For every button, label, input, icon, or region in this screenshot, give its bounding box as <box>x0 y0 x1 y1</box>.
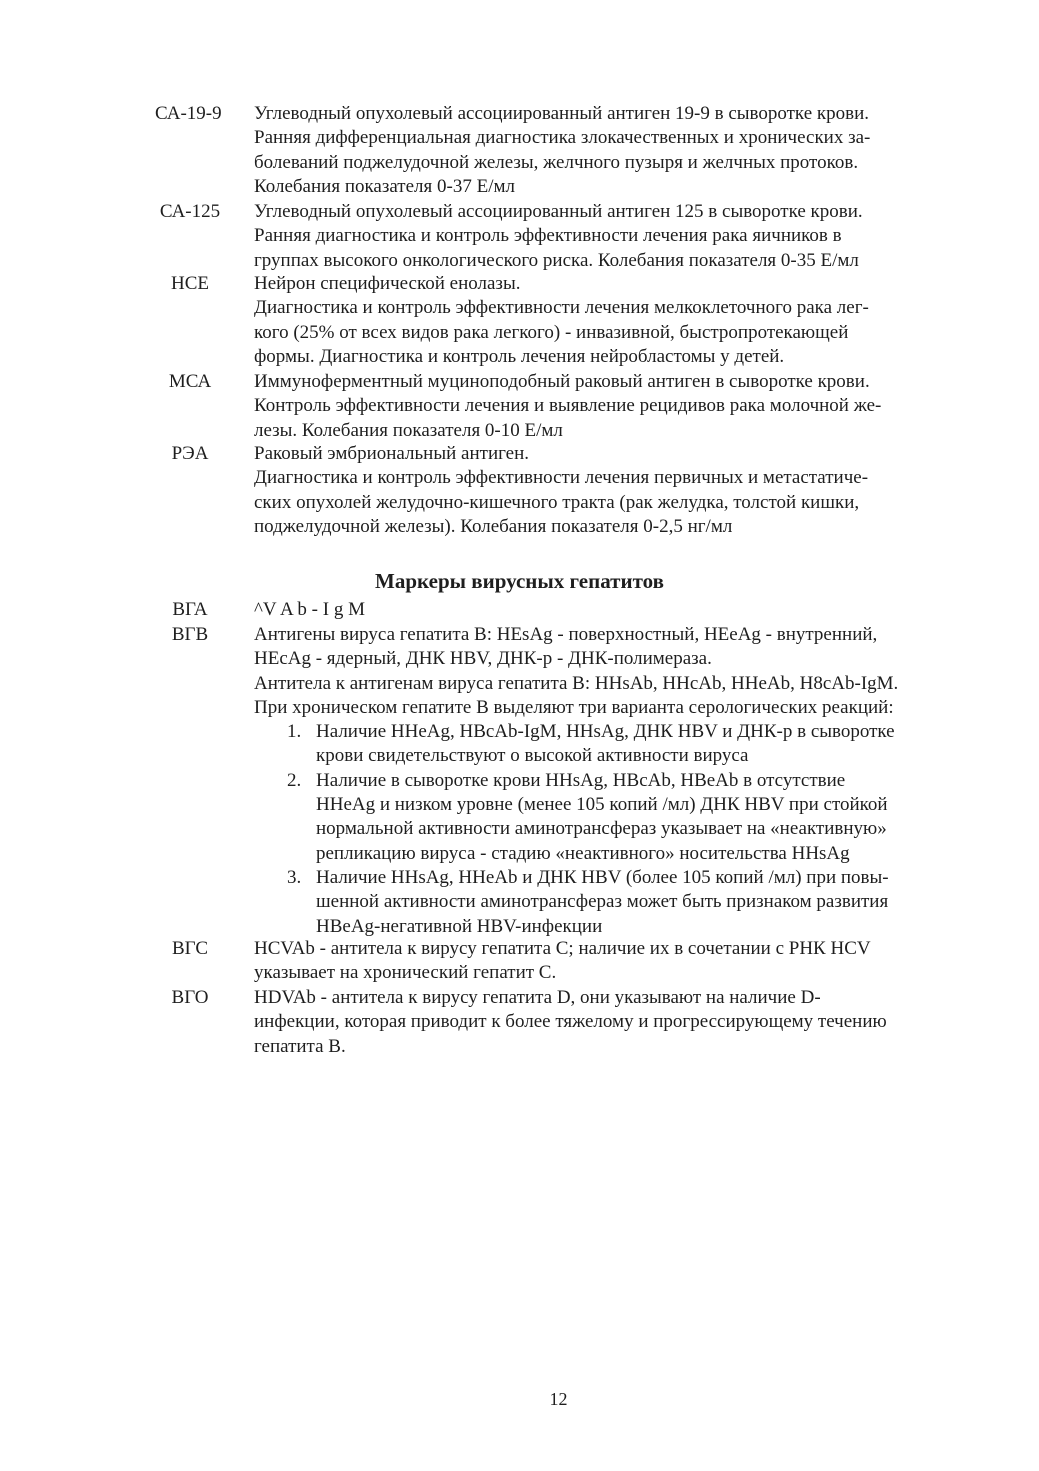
text-line: Ранняя диагностика и контроль эффективности лечения рака яичников в <box>254 225 842 247</box>
text-line: Антитела к антигенам вируса гепатита В: HHsAb, HHcAb, HHeAb, H8cAb-IgM. <box>254 672 899 694</box>
marker-code: СА-19-9 <box>155 103 222 124</box>
text-line: Наличие HHsAg, HHeAb и ДНК HBV (более 105 копий /мл) при повы- <box>316 866 889 888</box>
text-line: Контроль эффективности лечения и выявление рецидивов рака молочной же- <box>254 395 882 417</box>
list-item <box>254 866 974 939</box>
list-item <box>254 720 974 769</box>
text-line: Нейрон специфической енолазы. <box>254 273 521 294</box>
marker-description <box>254 102 974 199</box>
text-line: HEcAg - ядерный, ДНК HBV, ДНК-р - ДНК-полимераза. <box>254 648 712 670</box>
text-line: гепатита В. <box>254 1035 346 1057</box>
page-number: 12 <box>549 1389 568 1409</box>
text-line: репликацию вируса - стадию «неактивного» носительства HHsAg <box>316 842 850 864</box>
text-line: Раковый эмбриональный антиген. <box>254 443 529 464</box>
text-line: Антигены вируса гепатита В: HEsAg - поверхностный, HEeAg - внутренний, <box>254 624 878 645</box>
marker-description <box>254 937 974 986</box>
text-line: Наличие HHeAg, HBcAb-IgM, HHsAg, ДНК HBV и ДНК-р в сыворотке <box>316 721 895 743</box>
list-item <box>254 769 974 866</box>
marker-code: РЭА <box>171 443 209 464</box>
text-line: поджелудочной железы). Колебания показателя 0-2,5 нг/мл <box>254 515 733 537</box>
text-line: лезы. Колебания показателя 0-10 Е/мл <box>254 419 563 441</box>
marker-description <box>254 986 974 1059</box>
text-line: болеваний поджелудочной железы, желчного пузыря и желчных протоков. <box>254 151 859 173</box>
text-line: HDVAb - антитела к вирусу гепатита D, они указывают на наличие D- <box>254 987 821 1008</box>
marker-code: ВГВ <box>171 624 209 645</box>
text-line: HBeAg-негативной HBV-инфекции <box>316 915 603 937</box>
list-item-number: 2. <box>287 769 302 791</box>
text-line: группах высокого онкологического риска. Колебания показателя 0-35 Е/мл <box>254 249 859 271</box>
text-line: HCVAb - антитела к вирусу гепатита С; наличие их в сочетании с РНК HCV <box>254 938 871 959</box>
text-line: Ранняя дифференциальная диагностика злокачественных и хронических за- <box>254 127 871 149</box>
marker-code: СА-125 <box>159 201 221 222</box>
marker-description <box>254 370 974 443</box>
text-line: нормальной активности аминотрансфераз указывает на «неактивную» <box>316 818 887 840</box>
marker-description <box>254 200 974 273</box>
text-line: ских опухолей желудочно-кишечного тракта (рак желудка, толстой кишки, <box>254 491 860 513</box>
list-item-number: 3. <box>287 866 302 888</box>
section-heading: Маркеры вирусных гепатитов <box>375 569 664 593</box>
text-line: Колебания показателя 0-37 Е/мл <box>254 175 515 197</box>
marker-description <box>254 442 974 539</box>
marker-code: ВГА <box>172 599 208 620</box>
text-line: При хроническом гепатите В выделяют три варианта серологических реакций: <box>254 696 894 718</box>
text-line: крови свидетельствуют о высокой активности вируса <box>316 745 749 767</box>
marker-description <box>254 272 974 369</box>
marker-code: НСЕ <box>171 273 209 294</box>
marker-code: ВГО <box>171 987 209 1008</box>
text-line: указывает на хронический гепатит С. <box>254 962 557 984</box>
list-item-number: 1. <box>287 721 302 743</box>
text-line: ^V A b - I g M <box>254 599 365 620</box>
text-line: Углеводный опухолевый ассоциированный антиген 19-9 в сыворотке крови. <box>254 103 869 124</box>
text-line: формы. Диагностика и контроль лечения нейробластомы у детей. <box>254 345 785 367</box>
text-line: Иммуноферментный муциноподобный раковый антиген в сыворотке крови. <box>254 371 870 392</box>
text-line: кого (25% от всех видов рака легкого) - инвазивной, быстропротекающей <box>254 321 849 343</box>
text-line: Углеводный опухолевый ассоциированный антиген 125 в сыворотке крови. <box>254 201 863 222</box>
text-line: Диагностика и контроль эффективности лечения первичных и метастатиче- <box>254 467 869 489</box>
marker-description <box>254 598 974 622</box>
marker-code: МСА <box>168 371 212 392</box>
text-line: шенной активности аминотрансфераз может быть признаком развития <box>316 891 889 913</box>
marker-code: ВГС <box>171 938 209 959</box>
text-line: HHeAg и низком уровне (менее 105 копий /мл) ДНК HBV при стойкой <box>316 794 888 816</box>
marker-description <box>254 623 974 939</box>
text-line: инфекции, которая приводит к более тяжелому и прогрессирующему течению <box>254 1011 887 1033</box>
text-line: Диагностика и контроль эффективности лечения мелкоклеточного рака лег- <box>254 297 869 319</box>
text-line: Наличие в сыворотке крови HHsAg, HBcAb, HBeAb в отсутствие <box>316 769 846 791</box>
serology-variant-list <box>254 720 974 939</box>
